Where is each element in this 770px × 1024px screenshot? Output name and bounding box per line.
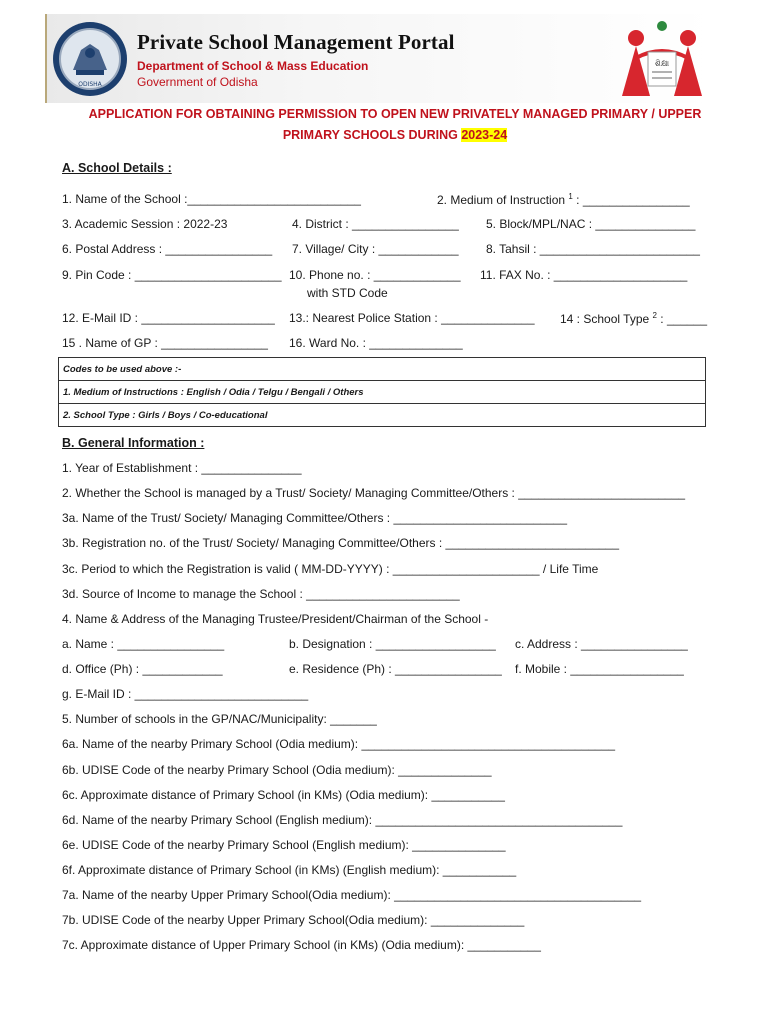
field-district[interactable]: 4. District : ________________ [292, 217, 459, 231]
field-udise-upper-primary-odia[interactable]: 7b. UDISE Code of the nearby Upper Primary School(Odia medium): ______________ [62, 913, 525, 927]
phone-std-note: with STD Code [307, 286, 388, 300]
field-postal-address[interactable]: 6. Postal Address : ________________ [62, 242, 273, 256]
medium-footnote-ref: 1 [568, 192, 573, 201]
field-nearby-primary-english[interactable]: 6d. Name of the nearby Primary School (English medium): _____________________________________ [62, 813, 623, 827]
field-gp-name[interactable]: 15 . Name of GP : ________________ [62, 336, 268, 350]
field-fax-no[interactable]: 11. FAX No. : ____________________ [480, 268, 688, 282]
field-distance-primary-odia[interactable]: 6c. Approximate distance of Primary School (in KMs) (Odia medium): ___________ [62, 788, 505, 802]
field-ward-no[interactable]: 16. Ward No. : ______________ [289, 336, 463, 350]
portal-title: Private School Management Portal [137, 30, 455, 54]
field-source-of-income[interactable]: 3d. Source of Income to manage the School : _______________________ [62, 587, 460, 601]
codes-row-type [59, 404, 706, 427]
field-year-of-establishment[interactable]: 1. Year of Establishment : _______________ [62, 461, 302, 475]
field-academic-session: 3. Academic Session : 2022-23 [62, 217, 228, 231]
banner-text [137, 30, 455, 89]
field-trustee-name[interactable]: a. Name : ________________ [62, 637, 225, 651]
field-police-station[interactable]: 13.: Nearest Police Station : ______________ [289, 311, 535, 325]
section-a-heading: A. School Details : [62, 161, 172, 175]
field-trustee-residence-ph[interactable]: e. Residence (Ph) : ________________ [289, 662, 502, 676]
school-type-footnote-ref: 2 [652, 311, 657, 320]
field-udise-primary-odia[interactable]: 6b. UDISE Code of the nearby Primary School (Odia medium): ______________ [62, 763, 492, 777]
field-trustee-mobile[interactable]: f. Mobile : _________________ [515, 662, 684, 676]
mascot-text: ଶିକ୍ଷା [654, 59, 670, 68]
government-name: Government of Odisha [137, 75, 258, 89]
title-line-2 [62, 125, 728, 146]
school-type-label: 14 : School Type [560, 312, 653, 326]
field-distance-upper-primary-odia[interactable]: 7c. Approximate distance of Upper Primary School (in KMs) (Odia medium): ___________ [62, 938, 541, 952]
field-registration-validity[interactable]: 3c. Period to which the Registration is valid ( MM-DD-YYYY) : ______________________ / Life Time [62, 562, 599, 576]
codes-medium: 1. Medium of Instructions : English / Odia / Telgu / Bengali / Others [59, 381, 706, 404]
medium-label: 2. Medium of Instruction [437, 193, 569, 207]
field-nearby-upper-primary-odia[interactable]: 7a. Name of the nearby Upper Primary School(Odia medium): _____________________________________ [62, 888, 642, 902]
section-b-heading: B. General Information : [62, 436, 205, 450]
codes-table [58, 357, 706, 427]
field-udise-primary-english[interactable]: 6e. UDISE Code of the nearby Primary School (English medium): ______________ [62, 838, 506, 852]
school-type-blank: : ______ [656, 312, 708, 326]
field-number-of-schools[interactable]: 5. Number of schools in the GP/NAC/Municipality: _______ [62, 712, 377, 726]
field-trustee-designation[interactable]: b. Designation : __________________ [289, 637, 496, 651]
session-year-highlight: 2023-24 [461, 128, 508, 142]
field-school-type[interactable] [560, 311, 707, 326]
department-name: Department of School & Mass Education [137, 59, 369, 73]
title-line-2-prefix: PRIMARY SCHOOLS DURING [282, 128, 462, 142]
shiksha-mascot-icon [614, 18, 710, 102]
field-email-id[interactable]: 12. E-Mail ID : ____________________ [62, 311, 275, 325]
portal-banner [45, 14, 714, 103]
field-nearby-primary-odia[interactable]: 6a. Name of the nearby Primary School (Odia medium): ______________________________________ [62, 737, 616, 751]
application-title [62, 104, 728, 146]
medium-blank: : ________________ [572, 193, 690, 207]
field-tahsil[interactable]: 8. Tahsil : ________________________ [486, 242, 700, 256]
field-village-city[interactable]: 7. Village/ City : ____________ [292, 242, 459, 256]
codes-heading: Codes to be used above :- [59, 358, 706, 381]
emblem-text: ODISHA [78, 81, 102, 88]
field-registration-no[interactable]: 3b. Registration no. of the Trust/ Society/ Managing Committee/Others : __________________________ [62, 536, 620, 550]
field-trustee-address[interactable]: c. Address : ________________ [515, 637, 688, 651]
codes-school-type: 2. School Type : Girls / Boys / Co-educational [59, 404, 706, 427]
title-line-1: APPLICATION FOR OBTAINING PERMISSION TO OPEN NEW PRIVATELY MANAGED PRIMARY / UPPER [88, 107, 702, 121]
managing-trustee-heading: 4. Name & Address of the Managing Trustee/President/Chairman of the School - [62, 612, 489, 626]
field-block[interactable]: 5. Block/MPL/NAC : _______________ [486, 217, 696, 231]
field-trustee-email[interactable]: g. E-Mail ID : __________________________ [62, 687, 309, 701]
field-pin-code[interactable]: 9. Pin Code : ______________________ [62, 268, 282, 282]
field-trust-name[interactable]: 3a. Name of the Trust/ Society/ Managing Committee/Others : __________________________ [62, 511, 567, 525]
field-trustee-office-ph[interactable]: d. Office (Ph) : ____________ [62, 662, 223, 676]
field-school-name[interactable]: 1. Name of the School :__________________________ [62, 192, 361, 206]
field-phone-no[interactable]: 10. Phone no. : _____________ [289, 268, 461, 282]
odisha-emblem-icon [51, 20, 129, 98]
codes-row-medium [59, 381, 706, 404]
field-medium-of-instruction[interactable] [437, 192, 690, 207]
field-managed-by[interactable]: 2. Whether the School is managed by a Trust/ Society/ Managing Committee/Others : _________________________ [62, 486, 686, 500]
field-distance-primary-english[interactable]: 6f. Approximate distance of Primary School (in KMs) (English medium): ___________ [62, 863, 517, 877]
codes-row-heading [59, 358, 706, 381]
